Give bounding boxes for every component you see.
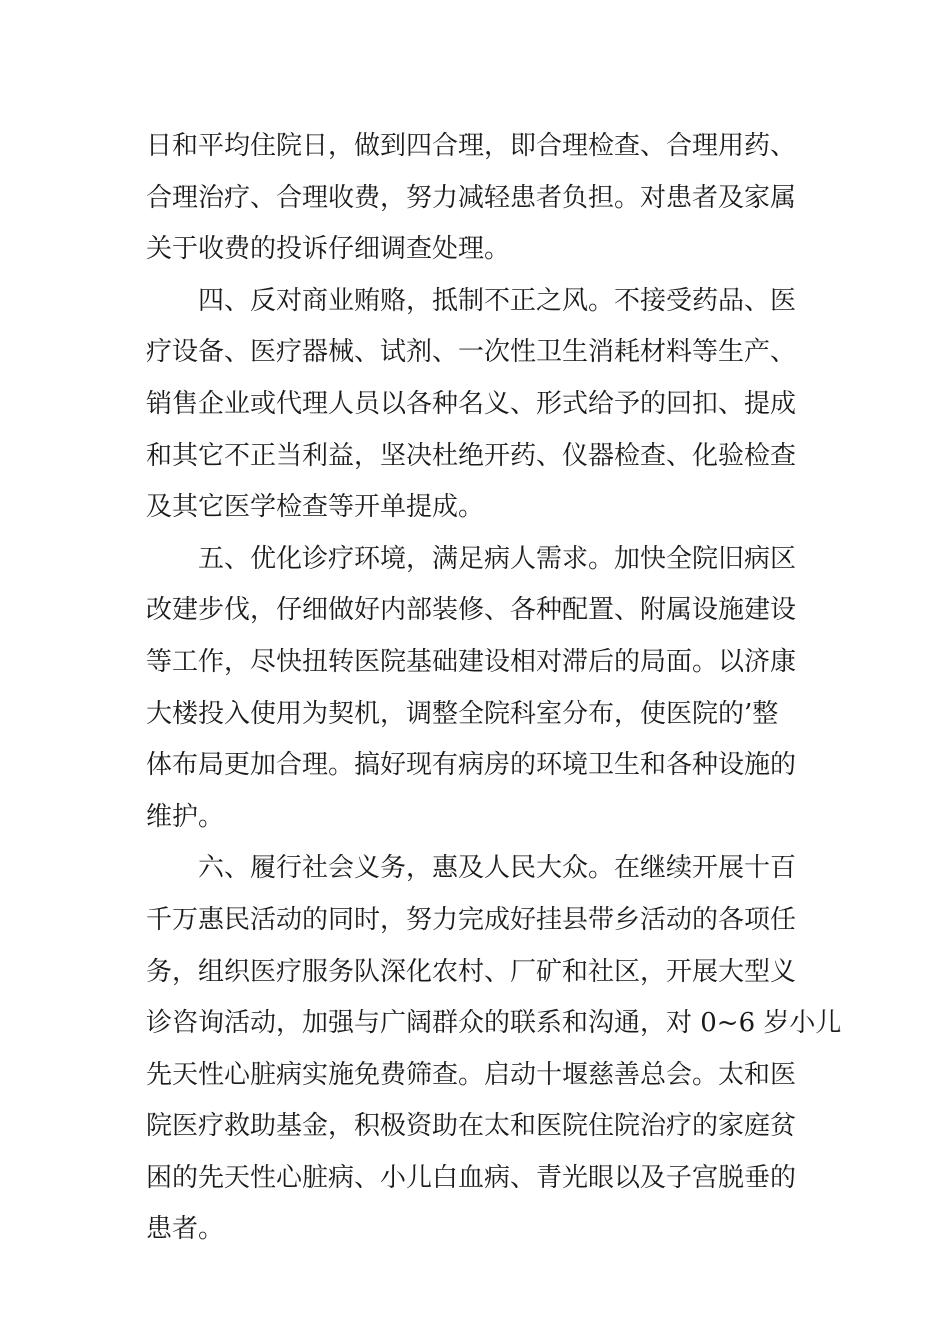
text-line: 等工作，尽快扭转医院基础建设相对滞后的局面。以济康 bbox=[146, 646, 797, 677]
text-line: 改建步伐，仔细做好内部装修、各种配置、附属设施建设 bbox=[146, 595, 797, 626]
text-line: 患者。 bbox=[146, 1214, 225, 1245]
text-line: 诊咨询活动，加强与广阔群众的联系和沟通，对 0~6 岁小儿 bbox=[146, 1008, 842, 1039]
text-line: 务，组织医疗服务队深化农村、厂矿和社区，开展大型义 bbox=[146, 956, 797, 987]
text-line: 困的先天性心脏病、小儿白血病、青光眼以及子宫脱垂的 bbox=[146, 1162, 797, 1193]
paragraph-start-line: 六、履行社会义务，惠及人民大众。在继续开展十百 bbox=[198, 853, 797, 884]
text-line: 及其它医学检查等开单提成。 bbox=[146, 492, 485, 523]
paragraph-start-line: 五、优化诊疗环境，满足病人需求。加快全院旧病区 bbox=[198, 543, 797, 574]
text-line: 先天性心脏病实施免费筛查。启动十堰慈善总会。太和医 bbox=[146, 1059, 797, 1090]
text-line: 院医疗救助基金，积极资助在太和医院住院治疗的家庭贫 bbox=[146, 1111, 797, 1142]
text-line: 关于收费的投诉仔细调查处理。 bbox=[146, 234, 511, 265]
text-line: 大楼投入使用为契机，调整全院科室分布，使医院的’整 bbox=[146, 698, 779, 729]
text-line: 销售企业或代理人员以各种名义、形式给予的回扣、提成 bbox=[146, 388, 797, 419]
paragraph-start-line: 四、反对商业贿赂，抵制不正之风。不接受药品、医 bbox=[198, 285, 797, 316]
text-line: 疗设备、医疗器械、试剂、一次性卫生消耗材料等生产、 bbox=[146, 337, 797, 368]
text-line: 体布局更加合理。搞好现有病房的环境卫生和各种设施的 bbox=[146, 750, 797, 781]
document-body bbox=[146, 121, 842, 1256]
text-line: 合理治疗、合理收费，努力减轻患者负担。对患者及家属 bbox=[146, 182, 797, 213]
text-line: 日和平均住院日，做到四合理，即合理检查、合理用药、 bbox=[146, 131, 797, 161]
text-line: 和其它不正当利益，坚决杜绝开药、仪器检查、化验检查 bbox=[146, 440, 797, 471]
text-line: 千万惠民活动的同时，努力完成好挂县带乡活动的各项任 bbox=[146, 904, 797, 935]
text-line: 维护。 bbox=[146, 801, 225, 832]
